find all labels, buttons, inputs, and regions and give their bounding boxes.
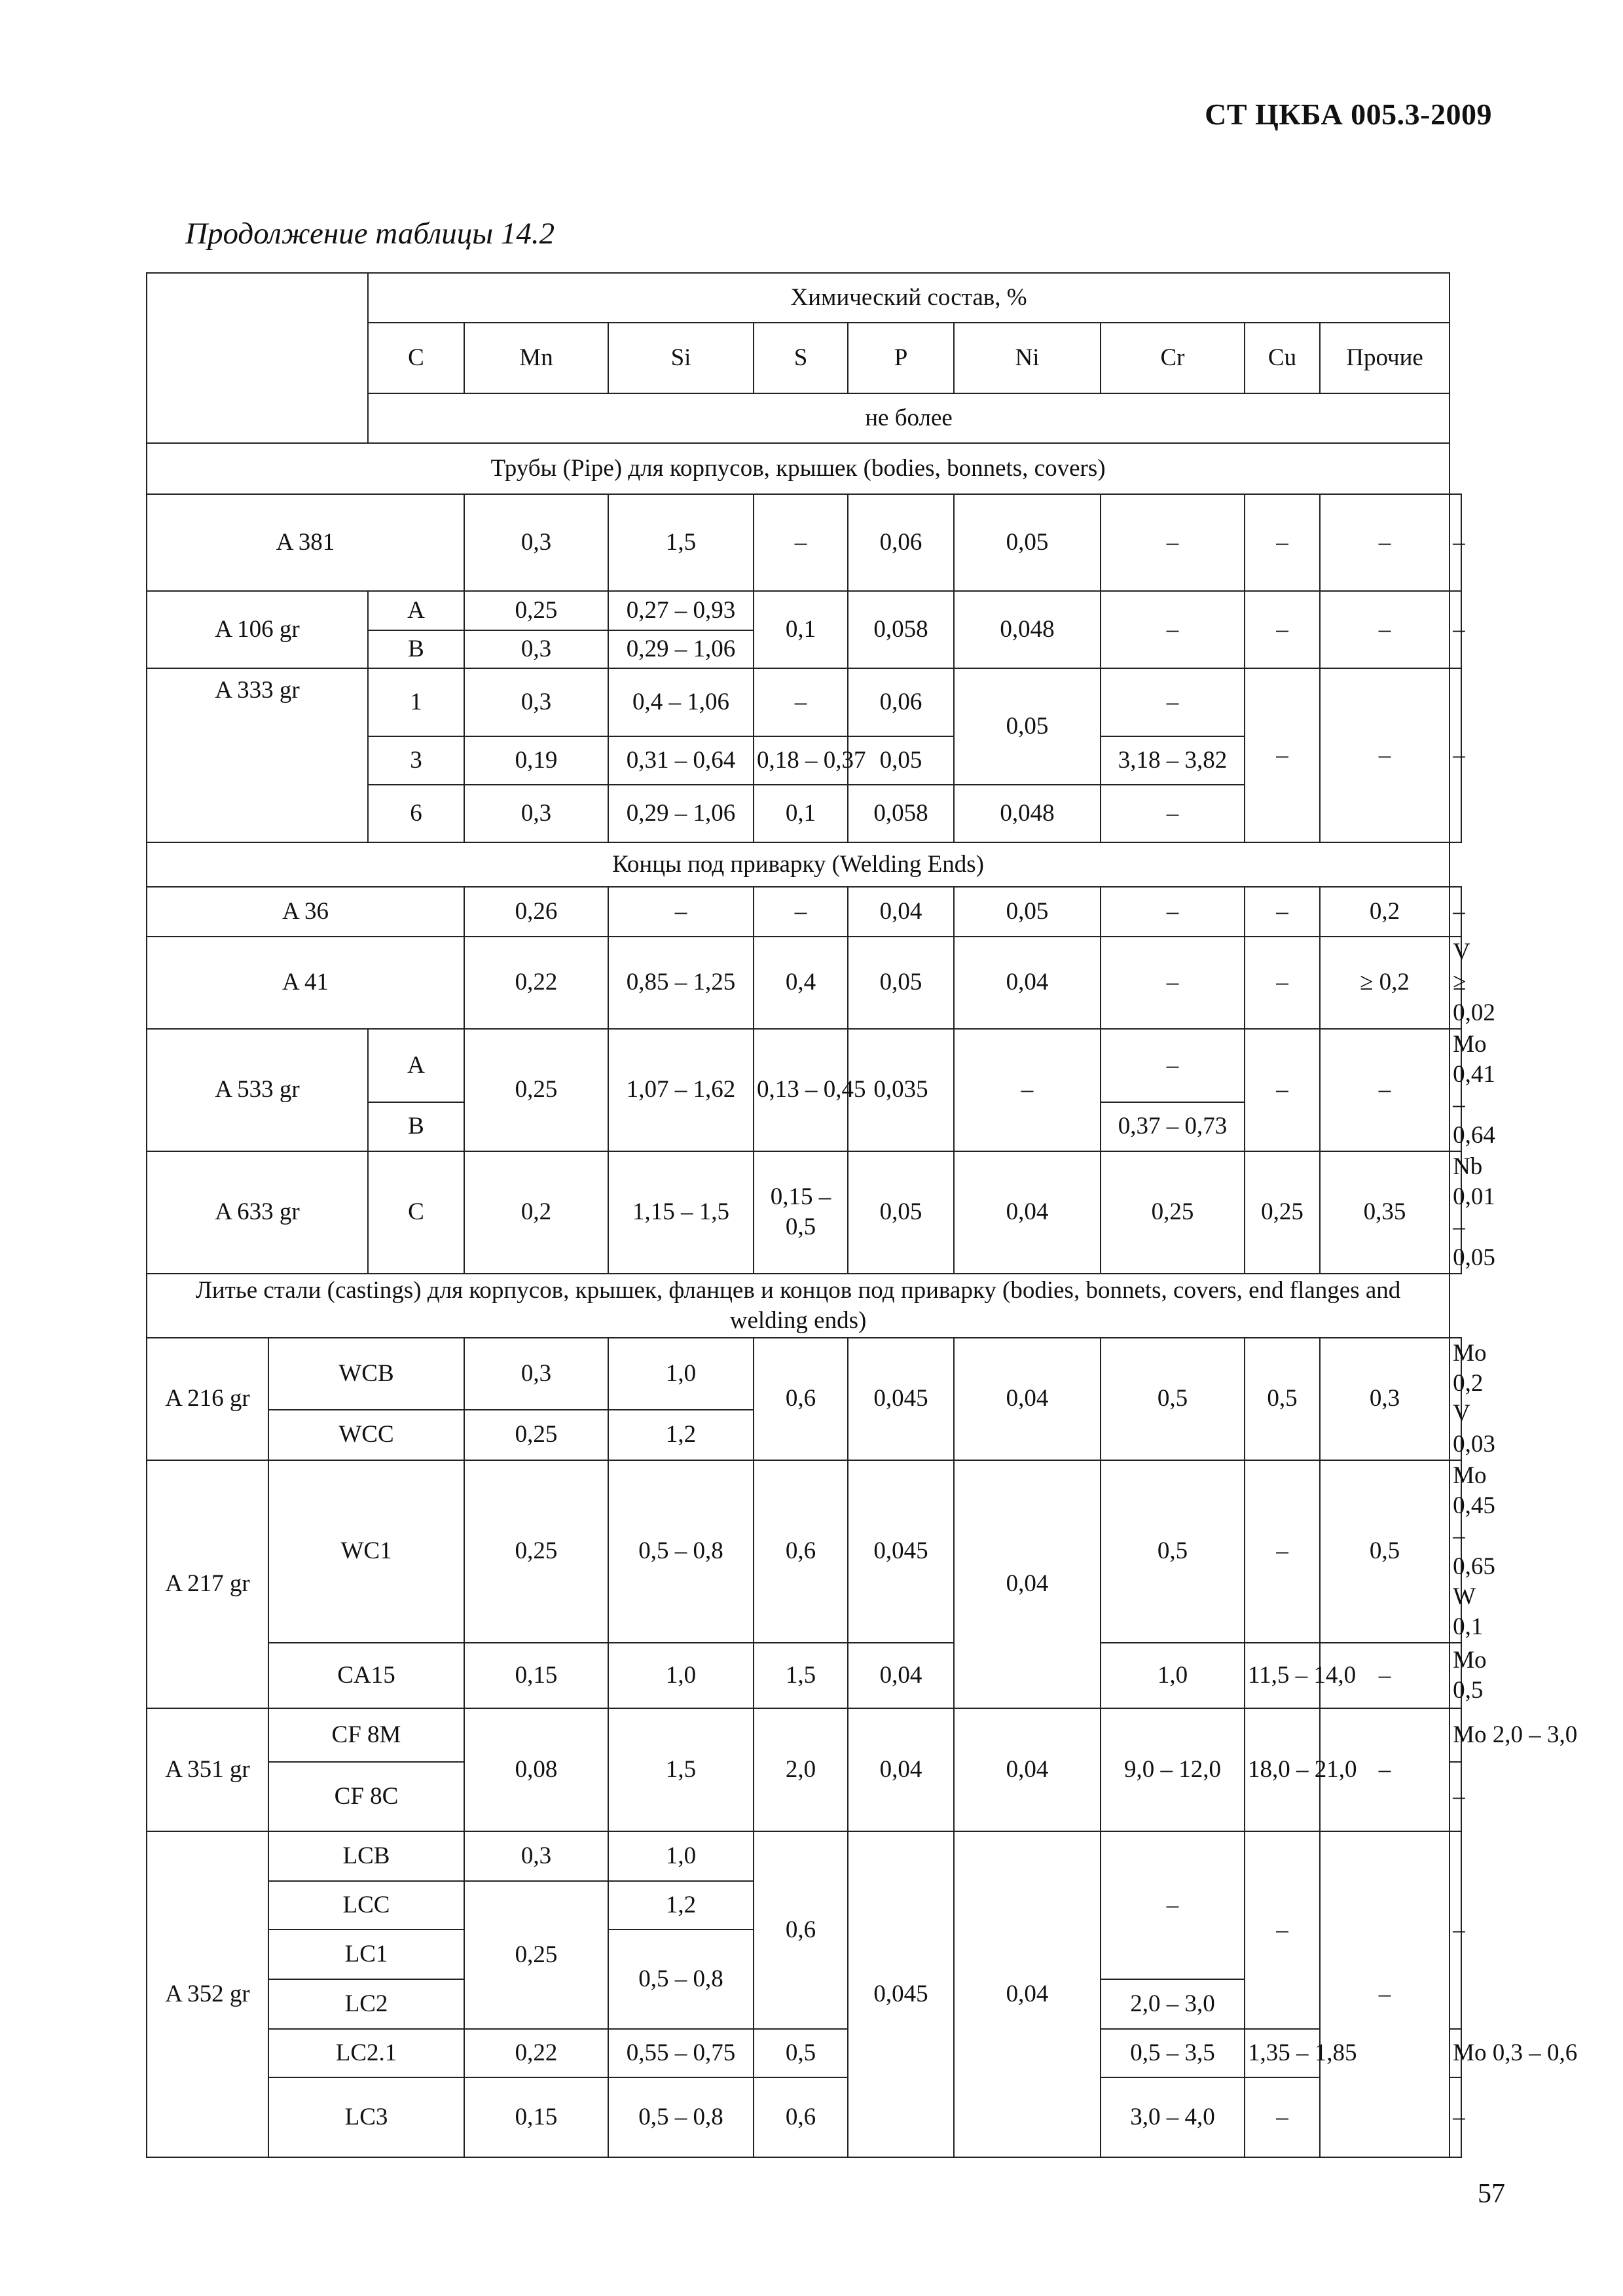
cell-cu: ≥ 0,2 <box>1320 937 1450 1029</box>
cell-ni: – <box>1101 1029 1245 1102</box>
grade-b: B <box>368 1102 464 1151</box>
table-caption: Продолжение таблицы 14.2 <box>185 217 555 251</box>
cell-ni: – <box>1101 937 1245 1029</box>
steel-name-a381: A 381 <box>147 494 464 591</box>
cell-cr: 1,35 – 1,85 <box>1245 2029 1320 2077</box>
cell-cu: 0,3 <box>1320 1338 1450 1460</box>
cell-p: 0,048 <box>954 785 1101 842</box>
col-header-cr: Cr <box>1101 323 1245 393</box>
col-header-mn: Mn <box>464 323 608 393</box>
cell-cu: – <box>1320 1831 1450 2157</box>
cell-si: 0,5 <box>754 2029 848 2077</box>
cell-other: – <box>1450 887 1461 937</box>
cell-cr: – <box>1245 1460 1320 1643</box>
grade-lc2: LC2 <box>268 1979 464 2029</box>
cell-ni: – <box>1101 591 1245 668</box>
cell-ni: 3,18 – 3,82 <box>1101 736 1245 785</box>
cell-s: 0,045 <box>848 1831 954 2157</box>
cell-p: 0,04 <box>954 1708 1101 1831</box>
cell-cu: – <box>1320 591 1450 668</box>
cell-mn: – <box>608 887 754 937</box>
cell-s: 0,06 <box>848 494 954 591</box>
cell-c: 0,3 <box>464 785 608 842</box>
cell-si: 0,13 – 0,45 <box>754 1029 848 1151</box>
cell-other: – <box>1450 668 1461 842</box>
cell-cu: – <box>1320 1708 1450 1831</box>
grade-b: B <box>368 630 464 668</box>
col-header-p: P <box>848 323 954 393</box>
steel-name-a217: A 217 gr <box>147 1460 268 1709</box>
cell-si: – <box>754 494 848 591</box>
grade-lc1: LC1 <box>268 1929 464 1979</box>
cell-ni: 0,25 <box>1101 1151 1245 1274</box>
cell-c: 0,22 <box>464 2029 608 2077</box>
grade-a: A <box>368 591 464 630</box>
cell-s: 0,05 <box>848 736 954 785</box>
cell-mn: 0,29 – 1,06 <box>608 630 754 668</box>
document-code: СТ ЦКБА 005.3-2009 <box>1205 98 1492 131</box>
col-header-c: C <box>368 323 464 393</box>
cell-c: 0,25 <box>464 1029 608 1151</box>
cell-si: 0,4 <box>754 937 848 1029</box>
cell-cu: – <box>1320 1029 1450 1151</box>
cell-p: 0,04 <box>954 1831 1101 2157</box>
cell-ni: – <box>1101 887 1245 937</box>
cell-cu: – <box>1320 1643 1450 1708</box>
cell-c: 0,3 <box>464 668 608 736</box>
steel-name-a216: A 216 gr <box>147 1338 268 1460</box>
cell-p: 0,05 <box>954 494 1101 591</box>
cell-other: – <box>1450 591 1461 668</box>
cell-c: 0,3 <box>464 494 608 591</box>
cell-mn: 1,0 <box>608 1338 754 1410</box>
cell-s: 0,05 <box>848 1151 954 1274</box>
grade-wcc: WCC <box>268 1410 464 1460</box>
steel-name-a41: A 41 <box>147 937 464 1029</box>
page-number: 57 <box>1478 2179 1505 2209</box>
cell-p: 0,05 <box>954 887 1101 937</box>
cell-other: V ≥ 0,02 <box>1450 937 1461 1029</box>
cell-mn: 0,55 – 0,75 <box>608 2029 754 2077</box>
cell-other: – <box>1450 1831 1461 2029</box>
cell-ni: 0,5 <box>1101 1338 1245 1460</box>
cell-mn: 1,15 – 1,5 <box>608 1151 754 1274</box>
section-title-pipe: Трубы (Pipe) для корпусов, крышек (bodies, bonnets, covers) <box>147 443 1450 494</box>
cell-other: Mo 2,0 – 3,0 <box>1450 1708 1461 1762</box>
col-header-other: Прочие <box>1320 323 1450 393</box>
cell-cu: 0,5 <box>1320 1460 1450 1643</box>
steel-name-a106: A 106 gr <box>147 591 368 668</box>
cell-ni: 1,0 <box>1101 1643 1245 1708</box>
cell-cr: – <box>1245 668 1320 842</box>
grade-ca15: CA15 <box>268 1643 464 1708</box>
grade-wc1: WC1 <box>268 1460 464 1643</box>
cell-p: 0,04 <box>954 1338 1101 1460</box>
header-blank-cell <box>147 273 368 443</box>
cell-cr: 11,5 – 14,0 <box>1245 1643 1320 1708</box>
cell-p: 0,05 <box>954 668 1101 785</box>
cell-s: 0,04 <box>848 887 954 937</box>
cell-si: 0,6 <box>754 2077 848 2157</box>
cell-si: 2,0 <box>754 1708 848 1831</box>
cell-mn: 0,5 – 0,8 <box>608 1929 754 2029</box>
cell-mn: 0,5 – 0,8 <box>608 2077 754 2157</box>
cell-ni: – <box>1101 785 1245 842</box>
cell-other: – <box>1450 2077 1461 2157</box>
cell-s: 0,05 <box>848 937 954 1029</box>
cell-p: 0,04 <box>954 1460 1101 1709</box>
chemical-composition-table <box>146 272 1578 2158</box>
grade-6: 6 <box>368 785 464 842</box>
grade-lc3: LC3 <box>268 2077 464 2157</box>
cell-p: – <box>954 1029 1101 1151</box>
cell-mn: 1,0 <box>608 1643 754 1708</box>
cell-ni: 3,0 – 4,0 <box>1101 2077 1245 2157</box>
cell-cr: – <box>1245 937 1320 1029</box>
limit-note: не более <box>368 393 1450 443</box>
cell-si: 0,6 <box>754 1831 848 2029</box>
cell-mn: 1,0 <box>608 1831 754 1881</box>
cell-cr: – <box>1245 887 1320 937</box>
cell-c: 0,15 <box>464 1643 608 1708</box>
cell-si: 0,6 <box>754 1460 848 1643</box>
cell-si: 0,1 <box>754 785 848 842</box>
cell-ni: – <box>1101 494 1245 591</box>
cell-ni: – <box>1101 1831 1245 1979</box>
cell-cr: 0,25 <box>1245 1151 1320 1274</box>
cell-cr: – <box>1245 1029 1320 1151</box>
cell-si: 0,1 <box>754 591 848 668</box>
cell-si: 1,5 <box>754 1643 848 1708</box>
cell-s: 0,058 <box>848 591 954 668</box>
cell-s: 0,045 <box>848 1338 954 1460</box>
grade-lcb: LCB <box>268 1831 464 1881</box>
cell-c: 0,15 <box>464 2077 608 2157</box>
cell-mn: 1,07 – 1,62 <box>608 1029 754 1151</box>
col-header-cu: Cu <box>1245 323 1320 393</box>
cell-mn: 1,2 <box>608 1410 754 1460</box>
cell-mn: 0,4 – 1,06 <box>608 668 754 736</box>
section-title-castings: Литье стали (castings) для корпусов, крышек, фланцев и концов под приварку (bodies, bonnets, covers, end flanges and welding ends) <box>147 1274 1450 1338</box>
cell-si: 0,6 <box>754 1338 848 1460</box>
cell-c: 0,19 <box>464 736 608 785</box>
cell-si: 0,15 – 0,5 <box>754 1151 848 1274</box>
grade-1: 1 <box>368 668 464 736</box>
cell-cu: – <box>1320 494 1450 591</box>
grade-cf8m: CF 8M <box>268 1708 464 1762</box>
group-header: Химический состав, % <box>368 273 1450 323</box>
cell-other: – <box>1450 1762 1461 1831</box>
cell-si: – <box>754 668 848 736</box>
cell-s: 0,045 <box>848 1460 954 1643</box>
col-header-s: S <box>754 323 848 393</box>
cell-mn: 0,27 – 0,93 <box>608 591 754 630</box>
cell-s: 0,058 <box>848 785 954 842</box>
cell-mn: 1,2 <box>608 1881 754 1929</box>
steel-name-a36: A 36 <box>147 887 464 937</box>
cell-si: – <box>754 887 848 937</box>
cell-p: 0,048 <box>954 591 1101 668</box>
cell-mn: 0,5 – 0,8 <box>608 1460 754 1643</box>
cell-p: 0,04 <box>954 937 1101 1029</box>
grade-lc2-1: LC2.1 <box>268 2029 464 2077</box>
cell-ni: 9,0 – 12,0 <box>1101 1708 1245 1831</box>
cell-mn: 1,5 <box>608 1708 754 1831</box>
grade-a: A <box>368 1029 464 1102</box>
grade-wcb: WCB <box>268 1338 464 1410</box>
cell-ni: 0,5 – 3,5 <box>1101 2029 1245 2077</box>
cell-other: Mo 0,2 V 0,03 <box>1450 1338 1461 1460</box>
cell-ni: 2,0 – 3,0 <box>1101 1979 1245 2029</box>
cell-s: 0,06 <box>848 668 954 736</box>
cell-s: 0,035 <box>848 1029 954 1151</box>
grade-3: 3 <box>368 736 464 785</box>
cell-mn: 0,85 – 1,25 <box>608 937 754 1029</box>
section-title-welding: Концы под приварку (Welding Ends) <box>147 842 1450 887</box>
cell-cu: – <box>1320 668 1450 842</box>
cell-cr: – <box>1245 591 1320 668</box>
grade-lcc: LCC <box>268 1881 464 1929</box>
cell-mn: 0,31 – 0,64 <box>608 736 754 785</box>
cell-other: Nb 0,01 – 0,05 <box>1450 1151 1461 1274</box>
cell-p: 0,04 <box>954 1151 1101 1274</box>
cell-cr: 18,0 – 21,0 <box>1245 1708 1320 1831</box>
cell-c: 0,3 <box>464 1831 608 1881</box>
cell-cu: 0,35 <box>1320 1151 1450 1274</box>
cell-c: 0,22 <box>464 937 608 1029</box>
cell-other: – <box>1450 494 1461 591</box>
cell-s: 0,04 <box>848 1643 954 1708</box>
cell-c: 0,3 <box>464 630 608 668</box>
cell-c: 0,25 <box>464 591 608 630</box>
steel-name-a633: A 633 gr <box>147 1151 368 1274</box>
cell-si: 0,18 – 0,37 <box>754 736 848 785</box>
cell-ni: 0,5 <box>1101 1460 1245 1643</box>
cell-cu: 0,2 <box>1320 887 1450 937</box>
cell-ni: 0,37 – 0,73 <box>1101 1102 1245 1151</box>
cell-cr: 0,5 <box>1245 1338 1320 1460</box>
grade-cf8c: CF 8C <box>268 1762 464 1831</box>
cell-other: Mo 0,45 – 0,65 W 0,1 <box>1450 1460 1461 1643</box>
steel-name-a351: A 351 gr <box>147 1708 268 1831</box>
cell-c: 0,2 <box>464 1151 608 1274</box>
cell-cr: – <box>1245 494 1320 591</box>
cell-c: 0,25 <box>464 1410 608 1460</box>
cell-c: 0,3 <box>464 1338 608 1410</box>
cell-mn: 0,29 – 1,06 <box>608 785 754 842</box>
cell-ni: – <box>1101 668 1245 736</box>
grade-c: C <box>368 1151 464 1274</box>
cell-s: 0,04 <box>848 1708 954 1831</box>
cell-c: 0,25 <box>464 1460 608 1643</box>
col-header-ni: Ni <box>954 323 1101 393</box>
cell-cr: – <box>1245 2077 1320 2157</box>
steel-name-a333: A 333 gr <box>147 668 368 842</box>
cell-other: Mo 0,3 – 0,6 <box>1450 2029 1461 2077</box>
cell-other: Mo 0,5 <box>1450 1643 1461 1708</box>
cell-c: 0,08 <box>464 1708 608 1831</box>
steel-name-a533: A 533 gr <box>147 1029 368 1151</box>
cell-other: Mo 0,41 – 0,64 <box>1450 1029 1461 1151</box>
cell-c: 0,26 <box>464 887 608 937</box>
cell-c: 0,25 <box>464 1881 608 2029</box>
cell-cr: – <box>1245 1831 1320 2029</box>
col-header-si: Si <box>608 323 754 393</box>
cell-mn: 1,5 <box>608 494 754 591</box>
steel-name-a352: A 352 gr <box>147 1831 268 2157</box>
